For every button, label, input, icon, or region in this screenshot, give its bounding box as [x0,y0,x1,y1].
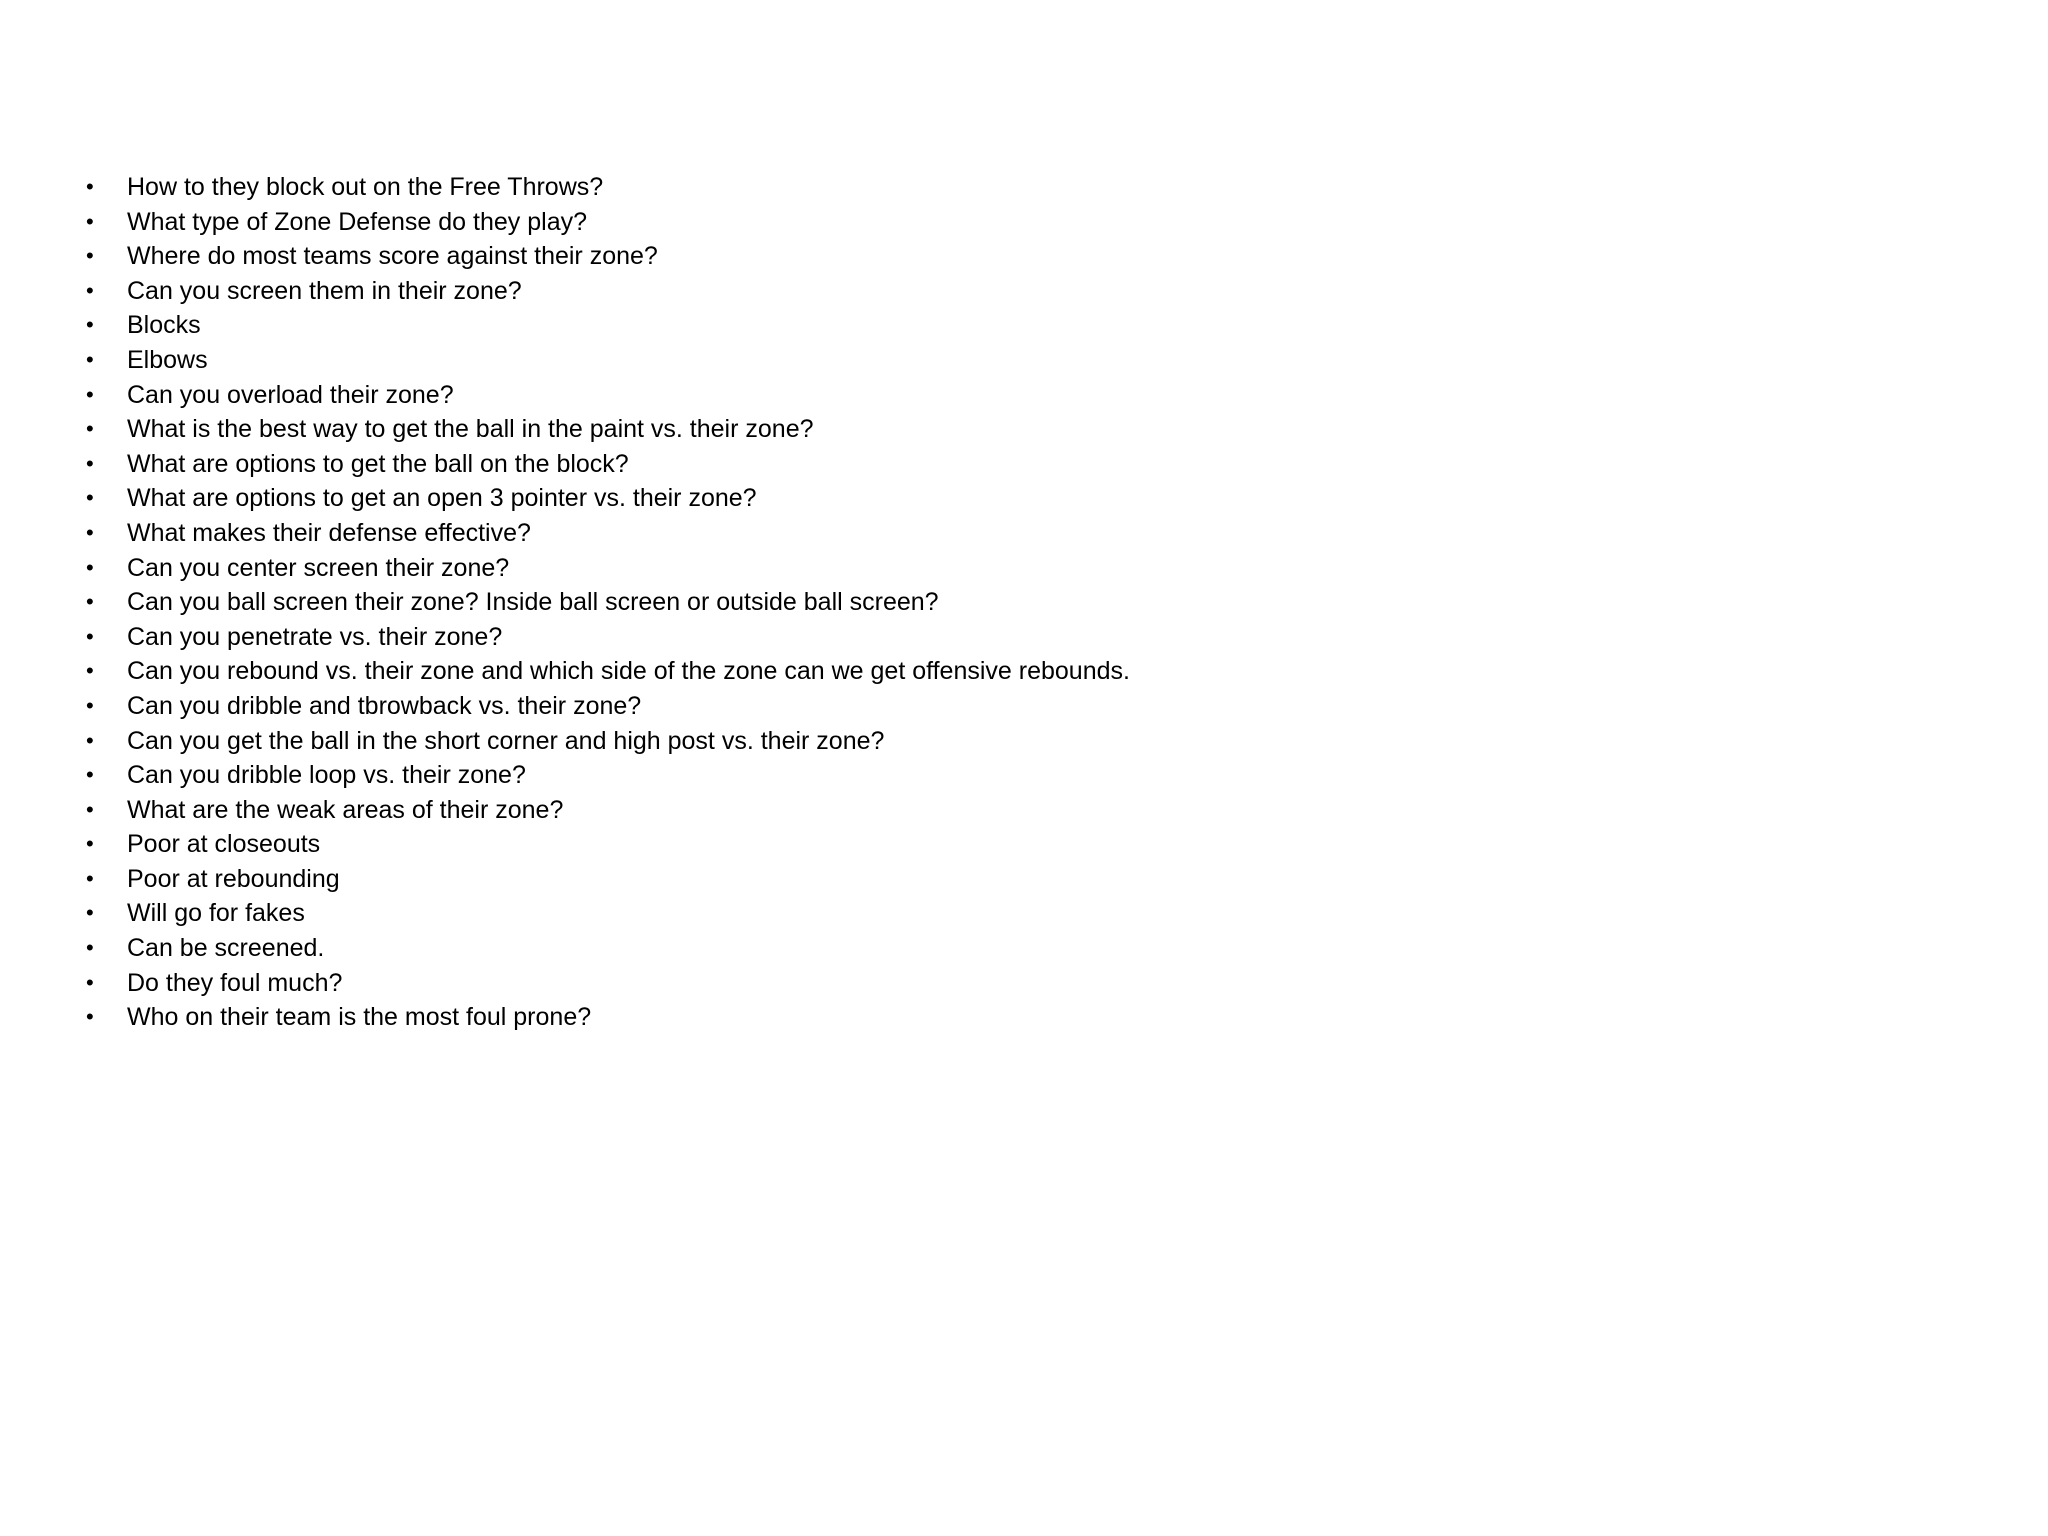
bullet-icon: • [86,692,94,718]
list-item-text: What are the weak areas of their zone? [127,795,564,824]
list-item [84,689,1130,724]
list-item [84,758,1130,793]
list-item-text: Can you dribble and tbrowback vs. their zone? [127,691,642,720]
list-item-text: What makes their defense effective? [127,518,531,547]
list-item [84,239,1130,274]
list-item-text: Can you rebound vs. their zone and which side of the zone can we get offensive rebounds. [127,657,1130,686]
list-item [84,793,1130,828]
bullet-icon: • [86,174,94,199]
bullet-icon: • [86,623,94,649]
list-item [84,724,1130,759]
list-item [84,170,1130,205]
list-item-text: What is the best way to get the ball in the paint vs. their zone? [127,415,814,444]
bullet-icon: • [86,1004,94,1030]
bullet-icon: • [86,935,94,961]
list-item [84,551,1130,586]
bullet-icon: • [86,519,94,545]
list-item [84,447,1130,482]
list-item-text: Elbows [127,345,208,374]
bullet-icon: • [86,346,94,372]
list-item-text: Blocks [127,311,201,340]
list-item [84,620,1130,655]
list-item-text: Do they foul much? [127,968,343,997]
list-item [84,966,1130,1001]
list-item-text: What type of Zone Defense do they play? [127,207,587,236]
bullet-icon: • [86,831,94,857]
list-item [84,654,1130,689]
list-item [84,308,1130,343]
list-item [84,896,1130,931]
list-item-text: Can you dribble loop vs. their zone? [127,761,526,790]
list-item [84,827,1130,862]
list-item-text: How to they block out on the Free Throws? [127,173,604,201]
bullet-icon: • [86,381,94,407]
list-item-text: Can you penetrate vs. their zone? [127,622,503,651]
list-item-text: Poor at rebounding [127,864,340,893]
list-item [84,1000,1130,1035]
list-item [84,481,1130,516]
list-item [84,516,1130,551]
bullet-icon: • [86,243,94,269]
bullet-icon: • [86,312,94,338]
bullet-icon: • [86,865,94,891]
list-item-text: What are options to get an open 3 pointer vs. their zone? [127,484,757,513]
bullet-icon: • [86,658,94,684]
list-item-text: Can you ball screen their zone? Inside ball screen or outside ball screen? [127,588,939,617]
bullet-icon: • [86,969,94,995]
list-item-text: Who on their team is the most foul prone? [127,1003,592,1032]
list-item-text: Can you screen them in their zone? [127,276,522,305]
bullet-icon: • [86,416,94,442]
list-item [84,343,1130,378]
bullet-icon: • [86,796,94,822]
list-item-text: Where do most teams score against their zone? [127,242,658,271]
list-item [84,205,1130,240]
list-item-text: Can you center screen their zone? [127,553,510,582]
bullet-icon: • [86,554,94,580]
list-item [84,274,1130,309]
list-item-text: What are options to get the ball on the block? [127,449,629,478]
list-item [84,378,1130,413]
list-item [84,862,1130,897]
list-item-text: Can you overload their zone? [127,380,454,409]
bullet-icon: • [86,900,94,926]
list-item-text: Can you get the ball in the short corner and high post vs. their zone? [127,726,885,755]
list-item [84,412,1130,447]
bullet-icon: • [86,485,94,511]
bullet-icon: • [86,762,94,788]
bullet-icon: • [86,277,94,303]
bullet-icon: • [86,727,94,753]
list-item-text: Poor at closeouts [127,830,321,859]
bullet-icon: • [86,208,94,234]
bullet-icon: • [86,450,94,476]
list-item [84,931,1130,966]
bullet-icon: • [86,589,94,615]
bullet-list [84,170,1130,1035]
list-item-text: Will go for fakes [127,899,305,928]
list-item [84,585,1130,620]
list-item-text: Can be screened. [127,934,325,963]
